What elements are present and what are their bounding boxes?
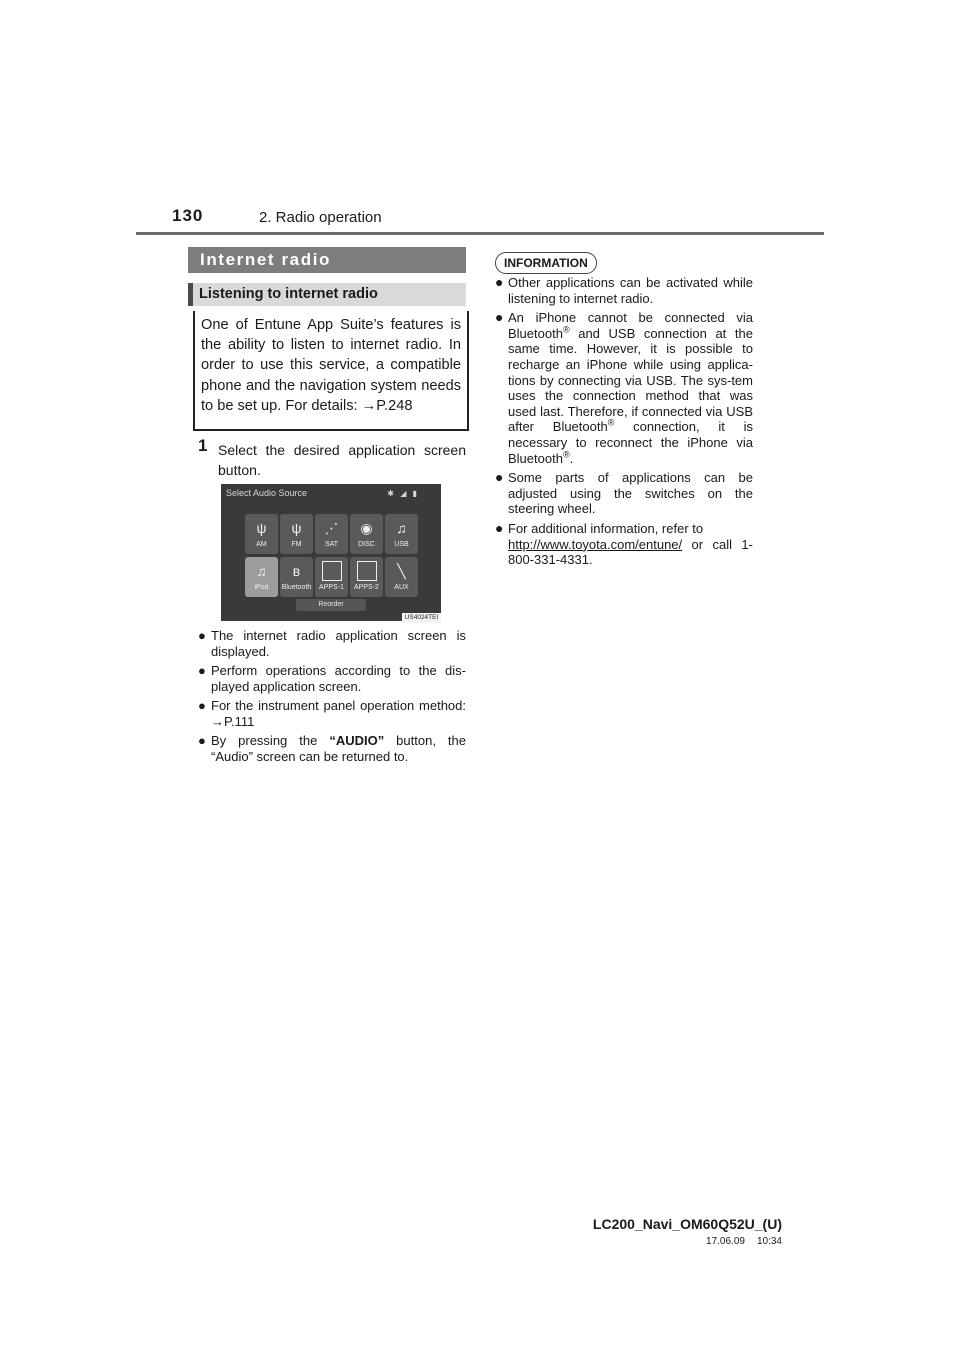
tile-label: APPS-1 bbox=[319, 584, 344, 591]
tile-am bbox=[245, 514, 278, 554]
list-item: ● For additional information, refer to http://www.toyota.com/entune/ or call 1-800-331-4331. bbox=[495, 519, 753, 568]
document-code: LC200_Navi_OM60Q52U_(U) bbox=[592, 1216, 782, 1232]
step-instruction: Select the desired application screen button. bbox=[218, 442, 466, 478]
tile-usb bbox=[385, 514, 418, 554]
bullet-icon: ● bbox=[198, 733, 206, 748]
print-time: 10:34 bbox=[756, 1236, 782, 1247]
bullet-icon: ● bbox=[198, 698, 206, 713]
print-date: 17.06.09 bbox=[706, 1236, 745, 1247]
information-list bbox=[495, 275, 753, 572]
tile-label: FM bbox=[291, 541, 302, 548]
topic-banner: Internet radio bbox=[188, 247, 466, 273]
screenshot-title: Select Audio Source bbox=[226, 488, 308, 498]
antenna-icon: ψ bbox=[256, 520, 267, 536]
section-title: 2. Radio operation bbox=[259, 209, 382, 226]
tile-label: SAT bbox=[324, 541, 339, 548]
antenna-icon: ψ bbox=[291, 520, 302, 536]
step-notes bbox=[198, 628, 466, 768]
list-item: ● By pressing the “AUDIO” button, the “Audio” screen can be returned to. bbox=[198, 733, 466, 764]
status-icons: ✱ ◢ ▮ bbox=[387, 489, 419, 498]
music-note-icon: ♫ bbox=[256, 563, 267, 579]
list-item: ● Some parts of applications can be adjusted using the switches on the steering wheel. bbox=[495, 469, 753, 517]
bullet-icon: ● bbox=[198, 628, 206, 643]
tile-label: USB bbox=[394, 541, 409, 548]
list-item: ● For the instrument panel operation method: →P.111 bbox=[198, 698, 466, 729]
print-timestamp bbox=[560, 1236, 782, 1247]
music-note-icon: ♫ bbox=[396, 520, 407, 536]
tile-label: APPS-2 bbox=[354, 584, 379, 591]
tile-bluetooth bbox=[280, 557, 313, 597]
list-item: ● Perform operations according to the dis-played application screen. bbox=[198, 663, 466, 694]
bullet-icon: ● bbox=[495, 519, 504, 536]
information-badge: INFORMATION bbox=[495, 252, 597, 274]
reorder-button: Reorder bbox=[296, 599, 366, 611]
tile-disc bbox=[350, 514, 383, 554]
page-number: 130 bbox=[172, 206, 204, 225]
audio-button-label: “AUDIO” bbox=[329, 733, 385, 748]
bullet-icon: ● bbox=[495, 469, 504, 486]
disc-icon: ◉ bbox=[360, 520, 373, 536]
bullet-icon: ● bbox=[495, 309, 504, 326]
list-item: ● An iPhone cannot be connected via Bluetooth® and USB connection at the same time. However, it is possible to recharge an iPhone while using applica-tions by connecting via USB. The sys-tem uses the connection method that was used last. Therefore, if connected via USB after Bluetooth® connection, it is necessary to reconnect the iPhone via Bluetooth®. bbox=[495, 309, 753, 466]
list-item: ● Other applications can be activated while listening to internet radio. bbox=[495, 274, 753, 306]
tile-apps-2 bbox=[350, 557, 383, 597]
entune-url-link[interactable]: http://www.toyota.com/entune/ bbox=[508, 536, 683, 552]
bluetooth-icon: ʙ bbox=[292, 563, 301, 579]
intro-paragraph: One of Entune App Suite’s features is the ability to listen to internet radio. In order to use this service, a compatible phone and the navigation system needs to be set up. For details: →P.248 bbox=[193, 311, 469, 431]
figure-id: US4024TEI bbox=[402, 613, 441, 623]
list-item: ● The internet radio application screen is displayed. bbox=[198, 628, 466, 659]
app-square-icon bbox=[350, 557, 383, 583]
tile-fm bbox=[280, 514, 313, 554]
subheading: Listening to internet radio bbox=[188, 283, 466, 306]
app-square-icon bbox=[315, 557, 348, 583]
tile-label: iPod bbox=[254, 584, 269, 591]
header-rule bbox=[136, 232, 824, 235]
step-number: 1 bbox=[198, 436, 208, 455]
tile-label: AM bbox=[256, 541, 267, 548]
tile-sat bbox=[315, 514, 348, 554]
tile-label: AUX bbox=[394, 584, 409, 591]
tile-apps-1 bbox=[315, 557, 348, 597]
tile-ipod bbox=[245, 557, 278, 597]
subheading-accent bbox=[188, 283, 193, 306]
tile-label: Bluetooth bbox=[281, 584, 312, 591]
cable-icon: ╲ bbox=[397, 563, 406, 579]
tile-label: DISC bbox=[358, 541, 375, 548]
audio-source-screenshot bbox=[221, 484, 441, 621]
bullet-icon: ● bbox=[495, 274, 504, 290]
bullet-icon: ● bbox=[198, 663, 206, 678]
satellite-icon: ⋰ bbox=[324, 520, 339, 536]
tile-aux bbox=[385, 557, 418, 597]
